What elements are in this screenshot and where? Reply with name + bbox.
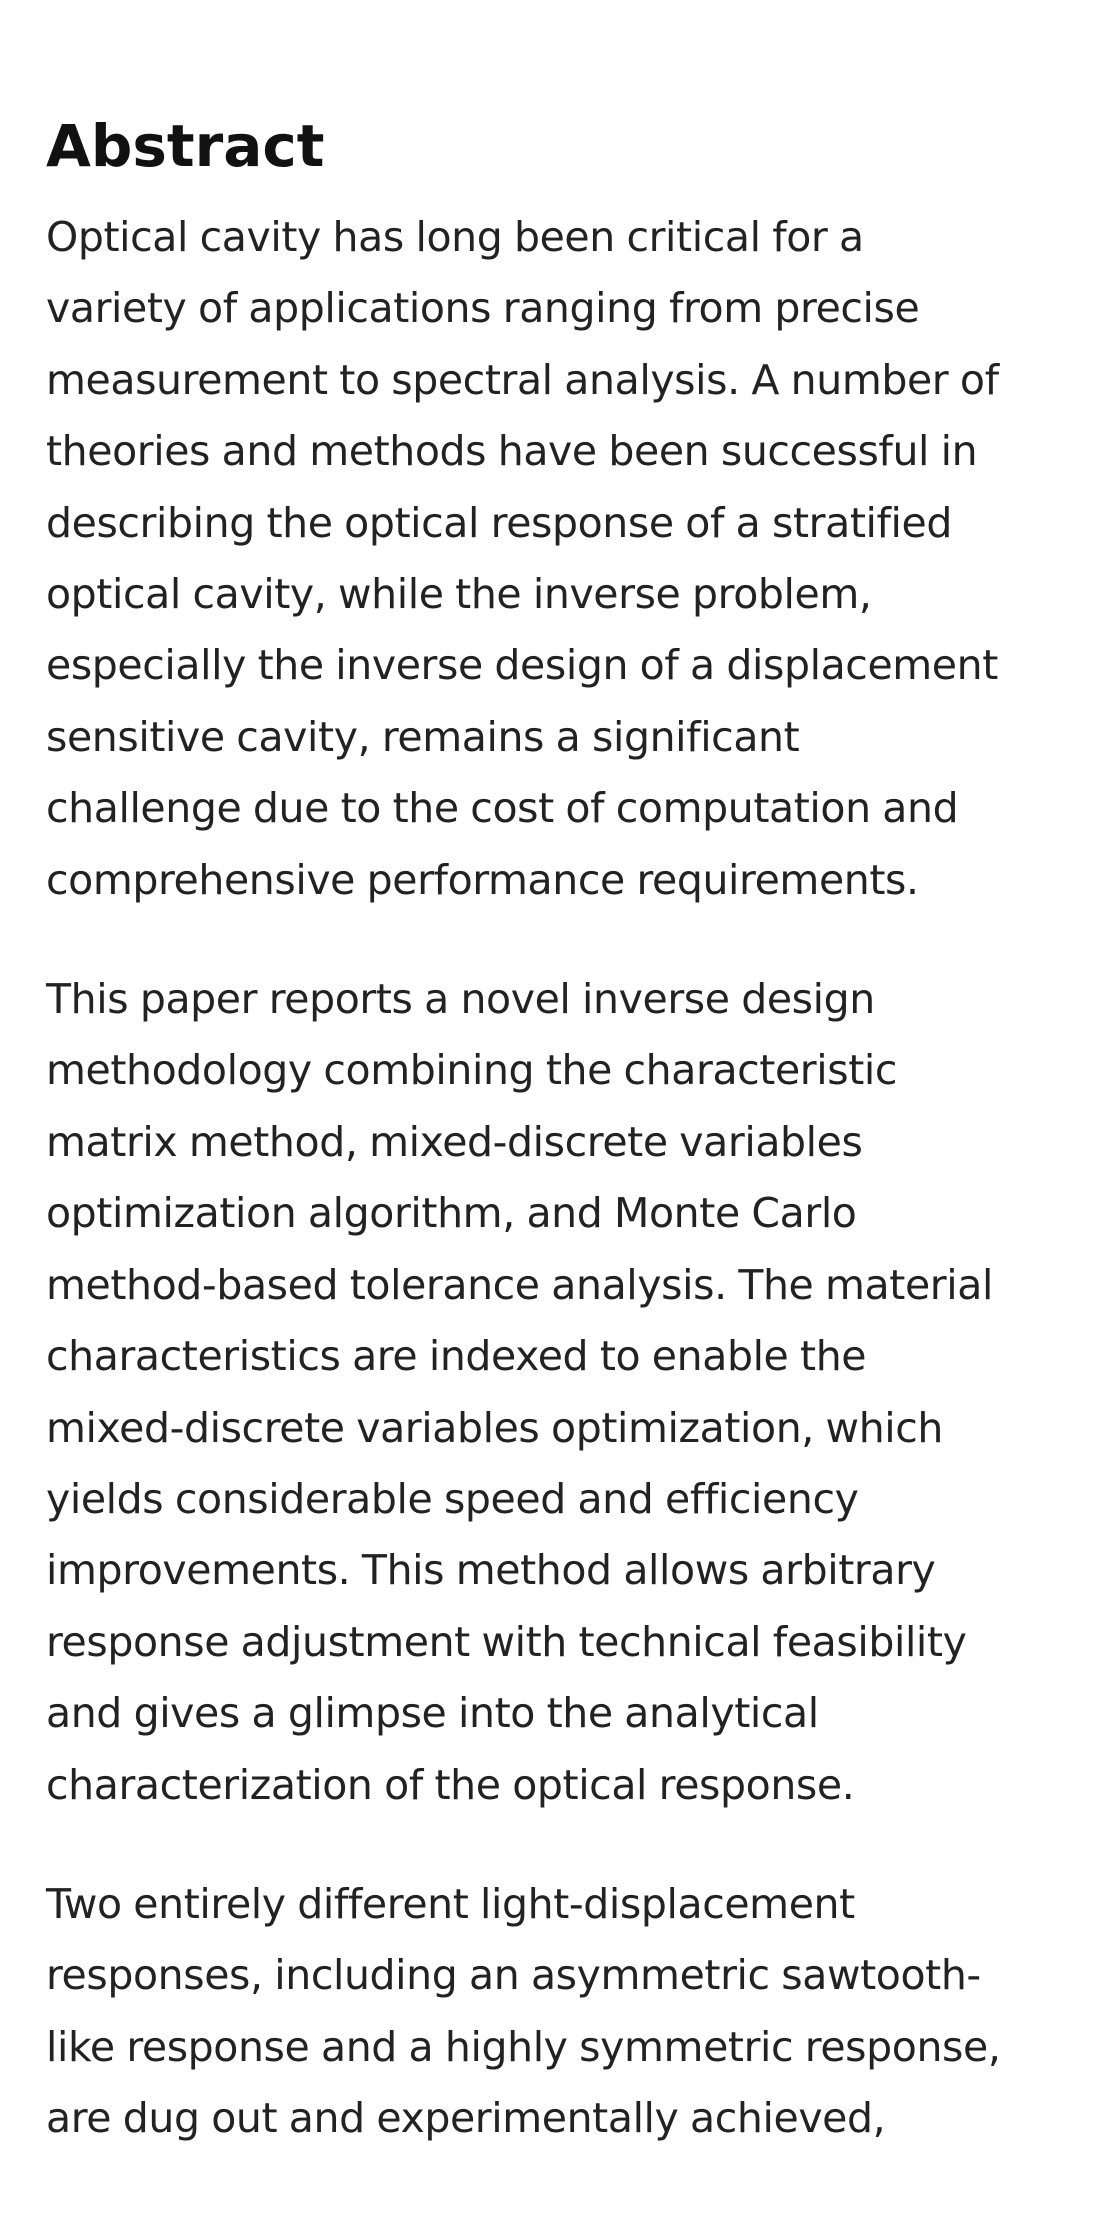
text-line: sensitive cavity, remains a significant: [46, 712, 800, 761]
text-line: describing the optical response of a stratified: [46, 498, 952, 547]
text-line: like response and a highly symmetric response,: [46, 2022, 1001, 2071]
abstract-paragraph-2: [46, 964, 1086, 1821]
text-line: especially the inverse design of a displacement: [46, 641, 998, 690]
abstract-section: [46, 108, 1086, 2203]
text-line: response adjustment with technical feasibility: [46, 1617, 967, 1666]
text-line: responses, including an asymmetric sawtooth-: [46, 1951, 981, 2000]
text-line: and gives a glimpse into the analytical: [46, 1689, 819, 1738]
text-line: challenge due to the cost of computation and: [46, 784, 959, 833]
abstract-heading: Abstract: [46, 112, 325, 180]
text-line: methodology combining the characteristic: [46, 1046, 898, 1095]
abstract-paragraph-1: [46, 202, 1086, 916]
text-line: matrix method, mixed-discrete variables: [46, 1117, 863, 1166]
text-line: method-based tolerance analysis. The material: [46, 1260, 993, 1309]
text-line: measurement to spectral analysis. A number of: [46, 355, 999, 404]
text-line: Two entirely different light-displacement: [46, 1879, 855, 1928]
text-line: characterization of the optical response.: [46, 1760, 855, 1809]
text-line: optical cavity, while the inverse problem,: [46, 570, 872, 619]
text-line: improvements. This method allows arbitrary: [46, 1546, 936, 1595]
text-line: theories and methods have been successful in: [46, 427, 978, 476]
text-line: variety of applications ranging from precise: [46, 284, 920, 333]
text-line: comprehensive performance requirements.: [46, 855, 919, 904]
text-line: are dug out and experimentally achieved,: [46, 2094, 886, 2143]
text-line: optimization algorithm, and Monte Carlo: [46, 1189, 857, 1238]
text-line: yields considerable speed and efficiency: [46, 1474, 859, 1523]
text-line: Optical cavity has long been critical for a: [46, 213, 864, 261]
text-line: This paper reports a novel inverse design: [46, 975, 875, 1024]
text-line: mixed-discrete variables optimization, which: [46, 1403, 943, 1452]
abstract-paragraph-3: [46, 1869, 1086, 2155]
text-line: characteristics are indexed to enable the: [46, 1332, 867, 1381]
